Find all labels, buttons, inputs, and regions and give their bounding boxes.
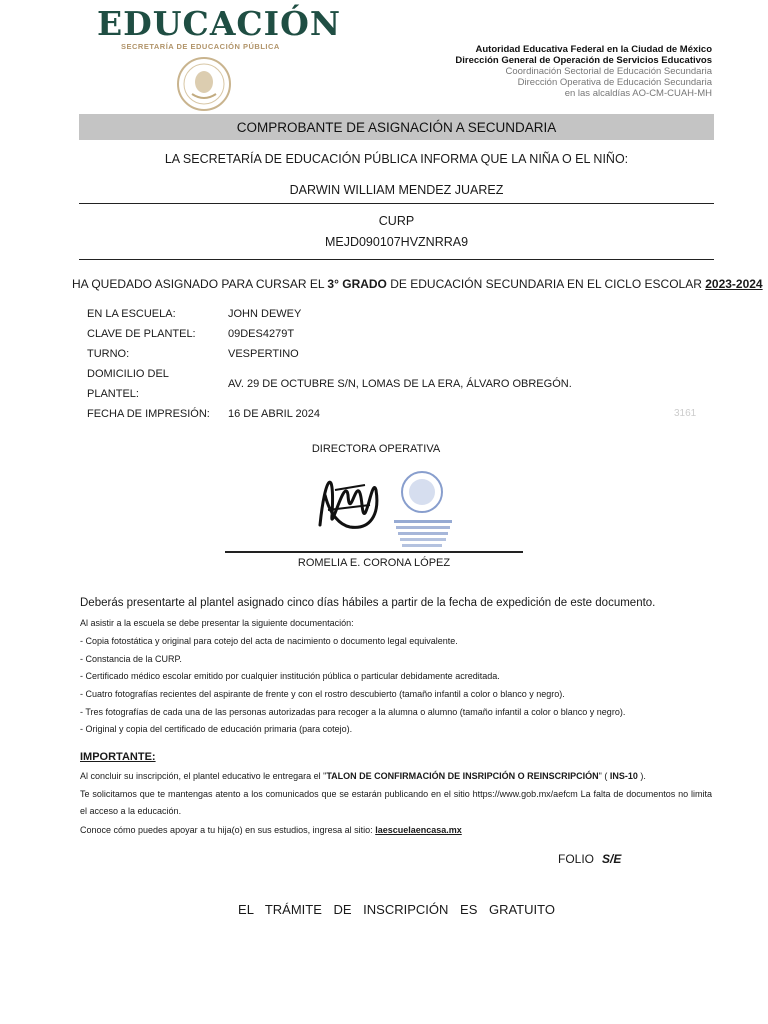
authority-line: Coordinación Sectorial de Educación Secundaria <box>505 66 712 77</box>
divider <box>79 203 714 204</box>
grade-value: 3° GRADO <box>327 277 387 291</box>
folio-value: S/E <box>602 852 622 866</box>
assignment-prefix: HA QUEDADO ASIGNADO PARA CURSAR EL <box>72 277 325 291</box>
domicilio-label: DOMICILIO DEL <box>87 368 169 380</box>
p1-bold: TALON DE CONFIRMACIÓN DE INSRIPCIÓN O REINSCRIPCIÓN <box>326 771 599 781</box>
folio <box>558 852 621 866</box>
faint-code: 3161 <box>674 408 697 419</box>
clave-value: 09DES4279T <box>228 328 295 340</box>
domicilio-value: AV. 29 DE OCTUBRE S/N, LOMAS DE LA ERA, ÁLVARO OBREGÓN. <box>228 378 572 390</box>
authority-line: Dirección Operativa de Educación Secundaria <box>517 77 712 88</box>
list-item: - Copia fotostática y original para cotejo del acta de nacimiento o documento legal equivalente. <box>80 636 458 646</box>
turno-value: VESPERTINO <box>228 348 299 360</box>
coat-of-arms-seal-icon <box>176 56 232 112</box>
signer-name: ROMELIA E. CORONA LÓPEZ <box>297 557 451 569</box>
student-name: DARWIN WILLIAM MENDEZ JUAREZ <box>289 183 504 197</box>
escuela-label: EN LA ESCUELA: <box>87 308 176 320</box>
logo-subtitle: SECRETARÍA DE EDUCACIÓN PÚBLICA <box>121 42 280 51</box>
clave-label: CLAVE DE PLANTEL: <box>87 328 196 340</box>
list-item: - Tres fotografías de cada una de las personas autorizadas para recoger a la alumna o alumno (tamaño infantil a color o blanco y negro). <box>80 707 626 717</box>
folio-label: FOLIO <box>558 852 595 866</box>
laescuelaencasa-link[interactable]: laescuelaencasa.mx <box>375 825 462 835</box>
list-item: - Original y copia del certificado de educación primaria (para cotejo). <box>80 724 353 734</box>
gratuito-footer: EL TRÁMITE DE INSCRIPCIÓN ES GRATUITO <box>238 902 555 917</box>
importante-p3 <box>80 825 462 835</box>
p1-end: ). <box>640 771 646 781</box>
deberas-text: Deberás presentarte al plantel asignado cinco días hábiles a partir de la fecha de expedición de este documento. <box>80 597 656 609</box>
importante-heading: IMPORTANTE: <box>80 751 156 763</box>
informa-text: LA SECRETARÍA DE EDUCACIÓN PÚBLICA INFORMA QUE LA NIÑA O EL NIÑO: <box>164 152 629 166</box>
authority-line: Autoridad Educativa Federal en la Ciudad de México <box>475 44 712 55</box>
school-cycle: 2023-2024 <box>705 277 763 291</box>
importante-p1 <box>80 771 646 781</box>
list-item: - Certificado médico escolar emitido por cualquier institución pública o particular debidamente acreditada. <box>80 671 500 681</box>
list-item: - Constancia de la CURP. <box>80 654 182 664</box>
p3-prefix: Conoce cómo puedes apoyar a tu hija(o) en sus estudios, ingresa al sitio: <box>80 825 373 835</box>
assignment-statement <box>72 277 763 291</box>
fecha-value: 16 DE ABRIL 2024 <box>228 408 320 420</box>
curp-label: CURP <box>378 214 415 228</box>
signer-role: DIRECTORA OPERATIVA <box>311 443 441 455</box>
document-title: COMPROBANTE DE ASIGNACIÓN A SECUNDARIA <box>79 114 714 140</box>
turno-label: TURNO: <box>87 348 130 360</box>
curp-value: MEJD090107HVZNRRA9 <box>324 235 469 249</box>
handwritten-signature-icon <box>310 455 390 545</box>
assignment-middle: DE EDUCACIÓN SECUNDARIA EN EL CICLO ESCOLAR <box>390 277 702 291</box>
authority-line: Dirección General de Operación de Servicios Educativos <box>455 55 712 66</box>
documentation-intro: Al asistir a la escuela se debe presentar la siguiente documentación: <box>80 618 354 628</box>
official-stamp-icon <box>392 462 454 552</box>
logo-wordmark: EDUCACIÓN <box>97 4 342 43</box>
authority-block <box>455 44 712 99</box>
fecha-label: FECHA DE IMPRESIÓN: <box>87 408 210 420</box>
p1-prefix: Al concluir su inscripción, el plantel educativo le entregara el " <box>80 771 327 781</box>
p1-code: INS-10 <box>607 771 641 781</box>
p1-mid: " ( <box>598 771 608 781</box>
importante-p2: Te solicitamos que te mantengas atento a los comunicados que se estarán publicando en el sitio https://www.gob.mx/aefcm La falta de documentos no limita el acceso a la educación. <box>80 789 712 816</box>
signature-line <box>225 551 523 553</box>
authority-line: en las alcaldías AO-CM-CUAH-MH <box>564 88 712 99</box>
list-item: - Cuatro fotografías recientes del aspirante de frente y con el rostro descubierto (tamaño infantil a color o blanco y negro). <box>80 689 565 699</box>
divider <box>79 259 714 260</box>
escuela-value: JOHN DEWEY <box>228 308 302 320</box>
domicilio-label: PLANTEL: <box>87 388 139 400</box>
